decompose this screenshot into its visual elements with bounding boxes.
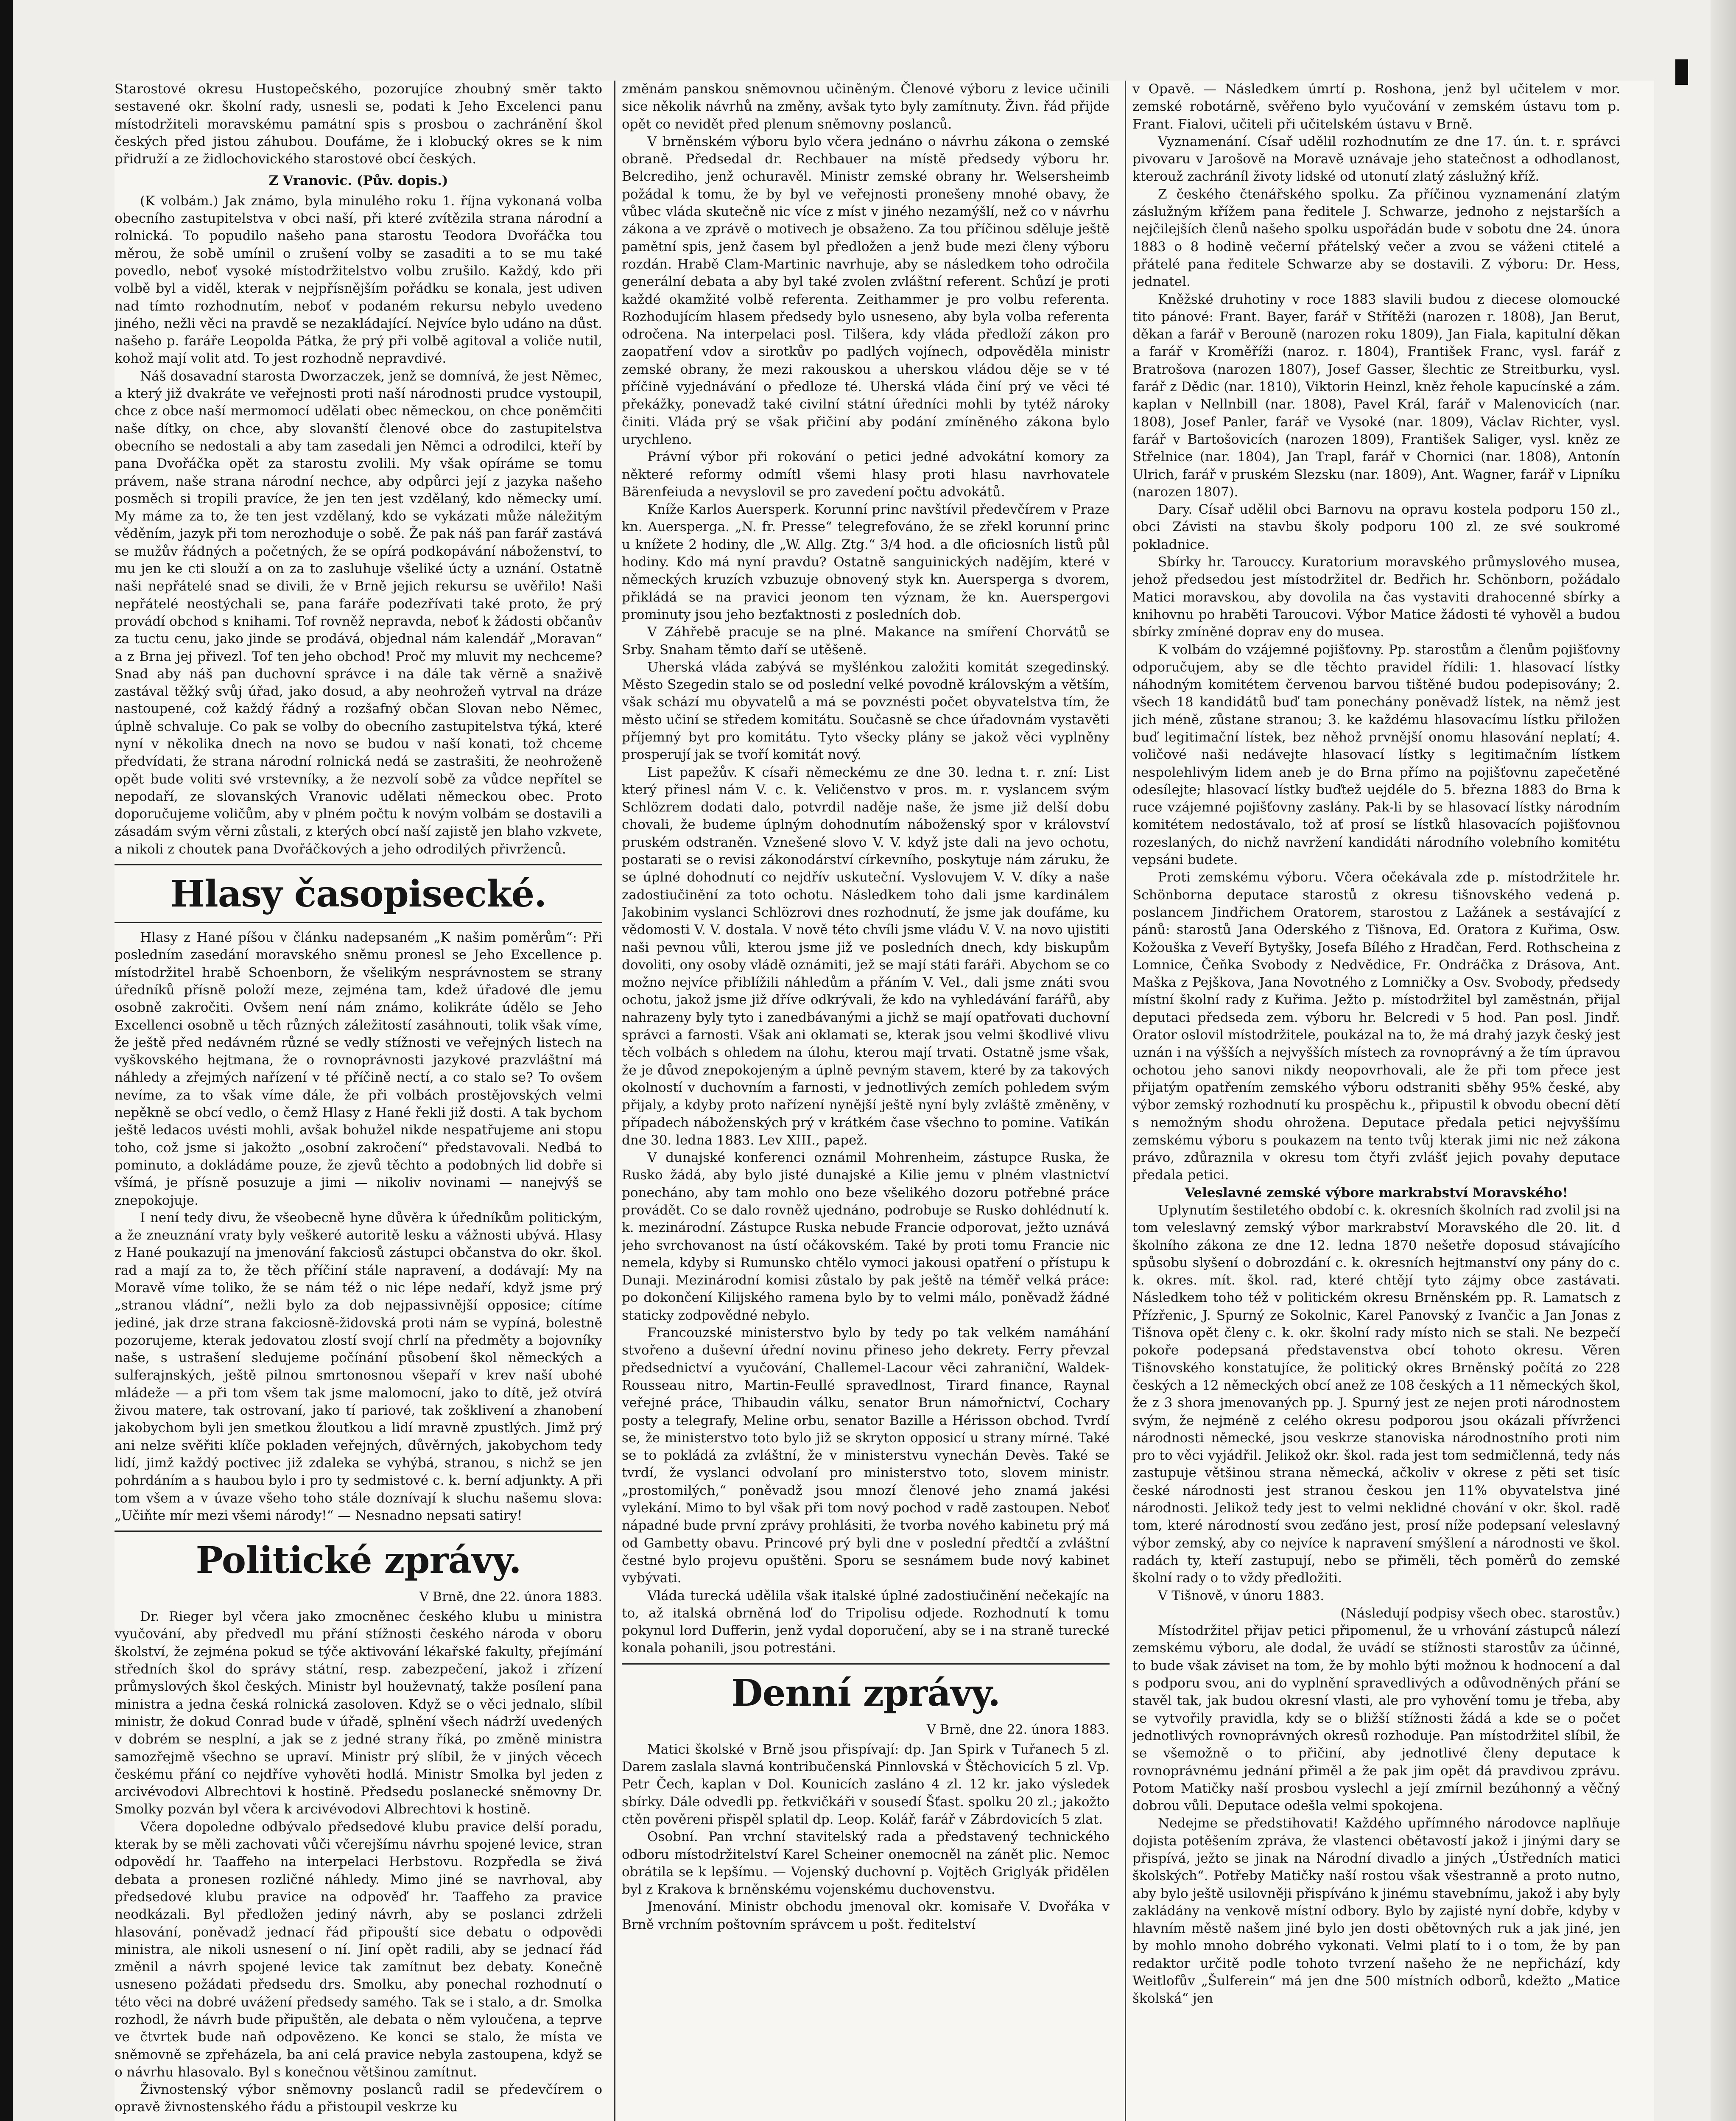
section-rule [622,1663,1110,1665]
article-osobni: Osobní. Pan vrchní stavitelský rada a představený technického odboru místodržitelství Karel Scheiner onemocněl na zánět plic. Nemoc obrátila se k lepšímu. — Vojenský duchovní p. Vojtěch Griglyák přidělen byl z Krakova k brněnskému vojenskému duchovenstvu. [622,1829,1110,1897]
petition-signatures: (Následují podpisy všech obec. starostův.) [1340,1605,1620,1621]
column-divider-2 [1125,81,1126,2121]
section-heading-politicke: Politické zprávy. [196,1539,521,1582]
article-vranovice-elections: (K volbám.) Jak známo, byla minulého roku 1. října vykonaná volba obecního zastupitelstva v obci naší, při které zvítězila strana národní a rolnická. To popudilo našeho pana starostu Teodora Dvořáčka tou měrou, že sobě umínil o zrušení volby se zasaditi a to se mu také povedlo, neboť vysoké místodržitelstvo volbu zrušilo. Každý, kdo při volbě byl a viděl, kterak v nejpřísnějším pořádku se konala, jest udiven nad tímto rozhodnutím, neboť v podaném rekursu nebylo uvedeno jiného, nežli věci na pravdě se nezakládající. Nejvíce bylo udáno na důst. našeho p. faráře Leopolda Pátka, že prý při volbě agitoval a voliče nutil, kohož mají volit atd. To jest rozhodně nepravdivé. [115,193,602,367]
page-binding-edge [0,0,13,2121]
section-rule [115,864,602,865]
article-jmenovani: Jmenování. Ministr obchodu jmenoval okr. komisaře V. Dvořáka v Brně vrchním poštovním správcem u pošt. ředitelství [622,1899,1110,1932]
article-knezske-druhotiny: Kněžské druhotiny v roce 1883 slavili budou z diecese olomoucké tito pánové: Frant. Bayer, farář v Střítěži (narozen r. 1808), Jan Berut, děkan a farář v Berouně (narozen roku 1809), Jan Fiala, kapitulní děkan a farář v Kroměříži (naroz. r. 1804), František Franc, vysl. farář z Bratrošova (narozen 1807), Josef Gasser, šlechtic ze Streitburku, vysl. farář z Dědic (nar. 1810), Viktorin Heinzl, kněz řehole kapucínské a zám. kaplan v Nellnbill (nar. 1808), Pavel Král, farář v Malenovicích (nar. 1808), Josef Panler, farář ve Vysoké (nar. 1809), Václav Richter, vysl. farář v Bartošovicích (narozen 1809), František Saliger, vysl. kněz ze Střelnice (nar. 1804), Jan Trapl, farář v Chornici (nar. 1808), Antonín Ulrich, farář v pruském Slezsku (nar. 1809), Ant. Wagner, farář v Lipníku (narozen 1807). [1132,291,1620,500]
article-vyznamenani: Vyznamenání. Císař udělil rozhodnutím ze dne 17. ún. t. r. správci pivovaru v Jarošově na Moravě uznávaje jeho statečnost a odhodlanost, kterouž zachráníl životy lidské od utonutí zlatý záslužný kříž. [1132,134,1620,185]
dateline: V Brně, dne 22. února 1883. [926,1722,1110,1737]
article-rieger: Dr. Rieger byl včera jako zmocněnec českého klubu u ministra vyučování, aby předvedl mu přání stížnosti českého národa v oboru školství, že zejména pokud se týče aktivování lékařské fakulty, přejímání středních škol do správy státní, resp. zabezpečení, jakož i zřízení průmyslových škol českých. Ministr byl houževnatý, takže posílení pana ministra a jedna česká rolnická zasoloven. Když se o věci jednalo, slíbil ministr, že dokud Conrad bude v úřadě, splnění všech nádrží uvedených v dobrém se nesplní, a jak se z jedné strany říká, po změně ministra samozřejmě všechno se upraví. Ministr prý slíbil, že v jiných věcech českému přání co nejdříve vyhověti hodlá. Ministr Smolka byl jeden z arcivévodovi Albrechtovi k hostině. Předsedu poslanecké sněmovny Dr. Smolky pozván byl včera k arcivévodovi Albrechtovi k hostině. [115,1609,602,1817]
section-heading-denni: Denní zprávy. [731,1671,1000,1715]
article-volby-pojistovna: K volbám do vzájemné pojišťovny. Pp. starostům a členům pojišťovny odporučujem, aby se dle těchto pravidel řídili: 1. hlasovací lístky náhodným komitétem červenou barvou tištěné budou podepisovány; 2. všech 18 kandidátů buď tam ponechány poněvadž lístek, na němž jest jich méně, zůstane stranou; 3. ke každému hlasovacímu lístku přiložen buď legitimační lístek, bez něhož prvnější onomu hlasování neplatí; 4. voličové naši nedávejte hlasovací lístky s legitimačním lístkem nespolehlivým lidem aneb je do Brna přímo na pojišťovnu zapečetěné odesílejte; hlasovací lístky buďtež uejdéle do 5. března 1883 do Brna k ruce vzájemné pojišťovny zaslány. Pak-li by se hlasovací lístky národním komitétem nedostávalo, tož ať prosí se lístků hlasovacích pojišťovnou rozeslaných, do nichž navržení kandidáti národního volebního komitétu vepsáni budete. [1132,642,1620,868]
article-zemska-obrana: V brněnském výboru bylo včera jednáno o návrhu zákona o zemské obraně. Předsedal dr. Rechbauer na místě předsedy výboru hr. Belcrediho, jenž ochuravěl. Ministr zemské obrany hr. Welsersheimb požádal k tomu, že by byl ve veřejnosti pronešeny mnohé obavy, že vůbec vláda skutečně nic více z míst v jiného nezamýšlí, než co v návrhu zákona a ve zprávě o motivech je obsaženo. Za tou příčinou sděluje ještě pamětní spis, jenž časem byl předložen a jenž bude mezi členy výboru rozdán. Hrabě Clam-Martinic navrhuje, aby se následkem toho odročila generální debata a aby byl také zvolen zvláštní referent. Schůzí je proti každé okamžité volbě referenta. Zeithammer je pro volbu referenta. Rozhodujícím hlasem předsedy bylo usneseno, aby byla volba referenta odročena. Na interpelaci posl. Tilšera, kdy vláda předloží zákon pro zaopatření vdov a sirotkův po padlých vojínech, odpověděla ministr zemské obrany, že mezi rakouskou a uherskou vládou děje se v té příčině vyjednávání o předloze té. Uherská vláda činí prý ve věci té překážky, ponevadž také civilní státní úředníci mohli by tytéž nároky činiti. Vláda prý se však přičiní aby podání zmíněného zákona bylo urychleno. [622,134,1110,447]
petition-address: Veleslavné zemské výbore markrabství Moravského! [1185,1185,1568,1200]
article-nedejme-se: Nedejme se předstihovati! Každého upřímného národovce naplňuje dojista potěšením zpráva, že vlastenci obětavostí jakož i jinými dary se přispívá, ježto se jinak na Národní divadlo a jiných „Ústředních matici školských“. Potřeby Matičky naší rostou však všestranně a proto nutno, aby bylo ještě usilovněji přispíváno k jinému stavebnímu, jakož i aby byly zakládány na venkově místní odbory. Bylo by zajisté nyní dobře, kdyby v hlavním městě našem jiné bylo jen dosti obětovných ruk a jak jiné, jen by mohlo mnoho dobrého vykonati. Velmi platí to i o tom, že by pan redaktor určitě podle tohoto tvrzení našeho že ne nepřichází, kdy Weitlofův „Šulferein“ má jen dne 500 místních odborů, kdežto „Matice školská“ jen [1132,1816,1620,2006]
article-auersperg: Kníže Karlos Auersperk. Korunní princ navštívil předevčírem v Praze kn. Auersperga. „N. fr. Presse“ telegrefováno, že se zřekl korunní princ u knížete 2 hodiny, dle „W. Allg. Ztg.“ 3/4 hod. a dle oficiosních listů půl hodiny. Kdo má nyní pravdu? Ostatně sanguinických nadějím, které v německých kruzích vzbuzuje obnovený styk kn. Auersperga s dvorem, přikládá se na pravici jeonom ten význam, že kn. Auerspergovi prominuty jsou jeho bezťaktnosti z posledních dob. [622,502,1110,622]
article-zivn-cont: změnám panskou sněmovnou učiněným. Členové výboru z levice učinili sice několik návrhů na změny, avšak tyto byly zamítnuty. Živn. řád přijde opět co nevidět před plenum sněmovny poslanců. [622,81,1110,132]
article-dunajska-konference: V dunajské konferenci oznámil Mohrenheim, zástupce Ruska, že Rusko žádá, aby bylo jisté dunajské a Kilie jemu v plném vlastnictví ponecháno, aby tam mohlo ono beze všelikého dozoru potřebné práce provádět. Co se dalo rovněž ujednáno, podrobuje se Rusko dohlédnutí k. k. mezinárodní. Zástupce Ruska nebude Francie odporovat, ježto uznává jeho svrchovanost na ústí očákovském. Také by proti tomu Francie nic nemela, kdyby si Rumunsko chtělo vymoci jakousi opatření o přístupu k Dunaji. Mezinárodní komisi zůstalo by pak ještě na téměř velká práce: po dokončení Kilijského ramena bylo by to velmi málo, poněvadž žádné staticky zodpovědné nebylo. [622,1150,1110,1323]
article-szegedin: Uherská vláda zabývá se myšlénkou založiti komitát szegedinský. Město Szegedin stalo se od poslední velké povodně královským a větším, však schází mu obyvatelů a má se povznésti počet obyvatelstva tím, že město učiní se středem komitátu. Současně se chce úřadovnám vystavěti příjemný byt pro komitátu. Tyto všecky plány se jakož věci vyplněny prosperují jak se tvoří komitát nový. [622,659,1110,763]
article-papal-letter: List papežův. K císaři německému ze dne 30. ledna t. r. zní: List který přinesl nám V. c. k. Veličenstvo v pros. m. r. vyslancem svým Schlözrem dodati dalo, potvrdil naděje naše, že jsme již delší dobu chovali, že budeme úplným dohodnutím náboženský spor v království pruském odstraněn. Vznešené slovo V. V. když jste dali na jevo ochotu, postarati se o revisi zákonodárství církevního, poskytuje nám záruku, že se úplné dohodnutí co nejdřív uskuteční. Vyslovujem V. V. díky a naše zadostiučinění za toto ochotu. Následkem toho dali jsme kardinálem Jakobinim vyslanci Schlözrovi dnes rozhodnutí, že jsme jak doufáme, ku vědomosti V. V. dostala. V nově této chvíli jsme vládu V. V. na novo ujistiti naši pevnou vůli, kterou jsme již ve posledních dnech, kdy biskupům dovoliti, ony osoby vládě oznámiti, jež se mají státi faráři. Abychom se co možno nejvíce přiblížili náhledům a přáním V. Vel., dali jsme znáti svou ochotu, jakož jsme již dříve odkrývali, že kdo na vyhledávání farářů, aby nahrazeny byly tyto i zanedbávanými a jichž se mají opatřovati duchovní správci a farnosti. Však ani oklamati se, kterak jsou velmi škodlivé vlivu těch volbách s ohledem na úlohu, kterou mají trvati. Ostatně jsme však, že je důvod znepokojeným a úplně pevným stavem, které by za takových okolností v duchovním a farnosti, v jednotlivých zemích pohledem svým přijaly, a kdyby proto nařízení nynější ještě nyní byly zvláště změněny, v případech náboženských prý v krátkém čase všechno to pomine. Vatikán dne 30. ledna 1883. Lev XIII., papež. [622,764,1110,1148]
article-jmenovani-cont: v Opavě. — Následkem úmrtí p. Roshona, jenž byl učitelem v mor. zemské robotárně, svěřeno bylo vyučování v zemském ústavu tom p. Frant. Fialovi, učiteli při učitelském ústavu v Brně. [1132,81,1620,132]
article-proti-zemskemu-vyboru: Proti zemskému výboru. Včera očekávala zde p. místodržitele hr. Schönborna deputace starostů z okresu tišnovského vedená p. poslancem Jindřichem Oratorem, starostou z Lažánek a sestávající z pánů: starostů Jana Oderského z Tišnova, Ed. Oratora z Kuřima, Osw. Kožouška z Veveří Bytyšky, Josefa Bílého z Hradčan, Ferd. Rothscheina z Lomnice, Čeňka Svobody z Nedvědice, Fr. Ondráčka z Drásova, Ant. Maška z Pejškova, Jana Novotného z Lomničky a Osv. Svobody, předsedy místní školní rady z Kuřima. Ježto p. místodržitel byl zaměstnán, přijal deputaci předseda zem. výboru hr. Belcredi v 5 hod. Pan posl. Jindř. Orator oslovil místodržitele, poukázal na to, že má drahý jazyk český jest uznán i na výšších a nejvyšších místech za rovnoprávný a že tím úpravou ochotou jeho sanovi nikdy neopovrhovali, ale že při tom přece jest přijatým opatřením zemského výboru odstraniti sběhy 95% české, aby výbor zemský rozhodnutí ku prospěchu k., připustil k obvodu obecní dětí s nemožným shodu ohrožena. Deputace předala petici nejvyššímu zemskému výboru s poukazem na tento tvůj kterak jimi nic než zákona právo, zdůraznila v okresu tom čtyři zvlášť jejich povahy deputace předala petici. [1132,870,1620,1183]
article-hlasy-cont: I není tedy divu, že všeobecně hyne důvěra k úředníkům politickým, a že zneuznání vraty byly veškeré autoritě lesku a vážnosti ubývá. Hlasy z Hané poukazují na jmenování fakciosů zástupci občanstva do okr. škol. rad a mají za to, že těch příčiní stále napravení, a dodávají: My na Moravě víme toliko, že se nám též o nic lépe nedaří, když jsme prý „stranou vládní“, nežli bylo za dob nejpassivnější opposice; cítíme jediné, jak drze strana fakciosně-židovská proti nám se vypíná, bolestně pozorujeme, kterak jedovatou zlostí svojí chrlí na předměty a bojovníky naše, s ustrašení sledujeme počínání působení škol německých a sulferajnských, ještě pilnou smrtonosnou všepaří v krev naší ubohé mládeže — a při tom všem tak jsme malomocní, jako to dítě, jež otvírá živou matere, tak ostrovaní, jako tí pariové, tak zošklivení a zhanobení jakobychom byli jen smetkou žloutkou a lidí mravně zpustlých. Jimž prý ani nelze svěřiti klíče pokladen veřejných, důvěrných, jakobychom tedy lidí, jimž každý poctivec již zdaleka se vyhýbá, stranou, s nichž se jen pohrdáním a s haubou bylo i pro ty sedmistové c. k. berní adjunkty. A při tom všem a v úvaze všeho toho stále doznívají k sluchu našemu slova: „Učiňte mír mezi všemi národy!“ — Nesnadno nepsati satiry! [115,1210,602,1523]
article-pravni-vybor: Právní výbor při rokování o petici jedné advokátní komory za některé reformy odmítl všemi hlasy proti hlasu navrhovatele Bärenfeiuda a nevyslovil se pro zavedení počtu advokátů. [622,449,1110,500]
article-mistodrzitel-reply: Místodržitel přijav petici připomenul, že u vrhování zástupců nálezí zemskému výboru, ale dodal, že uvádí se stížnosti starostův za účinné, to bude však záviset na tom, že by mohlo býti možnou k hodnocení a dal s podporu svou, ani do vyplnění spravedlivých a odůvodněných přání se stavěl tak, jak budou okresní vlasti, ale pro vyhovění tomu je třeba, aby se vytvořily pravidla, kdy se o bližší stížnosti žádá a kde se o počet jednotlivých rovnoprávných okresů rozhoduje. Pan místodržitel slíbil, že se všemožně o to přičiní, aby jednotlivé členy deputace k rovnoprávnému jednání přiměl a že pak jim opět dá pravdivou zprávu. Potom Matičky naší prosbou vyslechl a její zmírnil bezúhonný a věčný dobrou vůli. Deputace odešla velmi spokojena. [1132,1623,1620,1814]
section-rule [115,1531,602,1532]
column-2 [622,81,1110,2121]
article-pravice-klub: Včera dopoledne odbývalo předsedové klubu pravice delší poradu, kterak by se měli zachovati vůči včerejšímu návrhu spojené levice, stran odpovědí hr. Taaffeho na interpelaci Herbstovu. Rozpředla se živá debata a pronesen rozličné náhledy. Mimo jiné se navrhoval, aby předsedové klubu pravice na odpověď hr. Taaffeho za pravice neodkázali. Byl předložen jediný návrh, aby se poslanci zdrželi hlasování, poněvadž jednací řád připouští sice debatu o odpovědi ministra, ale nikoli usnesení o ní. Jiní opět radili, aby se jednací řád změnil a návrh spojené levice tak zamítnut bez debaty. Konečně usneseno požádati předsedu drs. Smolku, aby ponechal rozhodnutí o této věci na dobré uvážení předsedy samého. Tak se i stalo, a dr. Smolka rozhodl, že návrh bude připuštěn, ale debata o něm vyloučena, a teprve ve čtvrtek bude naň odpovězeno. Ke konci se stalo, že místa ve sněmovně se zpřeházela, ba ani celá pravice nebyla zastoupena, když se o návrhu hlasovalo. Byl s konečnou většinou zamítnut. [115,1819,602,2080]
article-zivnostensky-vybor: Živnostenský výbor sněmovny poslanců radil se předevčírem o opravě živnostenského řádu a přistoupil veskrze ku [115,2082,602,2115]
article-francouzske-ministerstvo: Francouzské ministerstvo bylo by tedy po tak velkém namáhání stvořeno a duševní úřední novinu přineso jeho dekrety. Ferry převzal předsednictví a vyučování, Challemel-Lacour věci zahraniční, Waldek-Rousseau nitro, Martin-Feullé spravedlnost, Tirard finance, Raynal veřejné práce, Thibaudin válku, senator Brun námořnictví, Cochary posty a telegrafy, Meline orbu, senator Bazille a Hérisson obchod. Tvrdí se, že ministerstvo toto bylo již se skryton opposicí u strany mírné. Také se to pokládá za zvláštní, že v ministerstvu vynechán Devès. Také se tvrdí, že vyslanci odvolaní pro ministerstvo toto, slovem ministr. „prostomilých,“ poněvadž jsou mnozí členové jeho znamá jakési vylekání. Mimo to byl však při tom nový pochod v radě zastoupen. Neboť nápadné bude první zprávy prohlásiti, že tvorba nového kabinetu prý má od Gambetty obavu. Princové prý byli dne v poslední předtčí a zvláštní čestné bylo projevu opuštěni. Sporu se sesnámem bude nový kabinet vybývati. [622,1325,1110,1586]
dateline: V Brně, dne 22. února 1883. [419,1589,602,1605]
article-hlasy-z-hane: Hlasy z Hané píšou v článku nadepsaném „K našim poměrům“: Při posledním zasedání moravského sněmu pronesl se Jeho Excellence p. místodržitel hrabě Schoenborn, že všelikým nesprávnostem se strany úředníků přísně položí meze, zejména tam, kdež úřadové dle jemu osobně zakročiti. Ovšem není nám známo, kolikráte údělo se Jeho Excellenci osobně u těch různých záležitostí zasáhnouti, tolik však víme, že ještě před nedávném různé se vedly stížnosti ve veřejných listech na vyškovského hejtmana, že o rovnoprávnosti jazykové prazvláštní má náhledy a zřejmých nařízení v té příčině nectí, a co stalo se? To ovšem nevíme, za to však víme dále, že při volbách prostějovských velmi nepěkně se obcí vedlo, o čemž Hlasy z Hané řekli již dosti. A tak bychom ještě ledacos uvésti mohli, avšak bohužel nikde nespatřujeme ani stopu toho, což jsme si jakožto „osobní zakročení“ představovali. Nedbá to pominuto, a dokládáme pouze, že zjevů těchto a podobných lid dobře si všímá, je přísně posuzuje a jimi — nikoliv novinami — nanejvýš se znepokojuje. [115,930,602,1208]
section-rule [115,922,602,923]
column-1 [115,81,602,2121]
column-3 [1132,81,1620,2121]
article-zahreb: V Záhřebě pracuje se na plné. Makance na smíření Chorvátů se Srby. Snaham těmto daří se utěšeně. [622,624,1110,658]
petition-place-date: V Tišnově, v únoru 1883. [1158,1588,1325,1603]
petition-text: Uplynutím šestiletého období c. k. okresních školních rad zvolil jsi na tom veleslavný zemský výbor markrabství Moravského dle 20. lit. d školního zákona ze dne 12. ledna 1870 nešetře doposud stávajícího spůsobu slyšení o dobrozdání c. k. okresních hejtmanství ony pány do c. k. okres. mít. škol. rad, které chtějí tyto zájmy obce zastávati. Následkem toho též v politickém okresu Brněnském pp. R. Lamatsch z Přízřenic, J. Spurný ze Sokolnic, Karel Panovský z Ivančic a Jan Jonas z Tišnova opět členy c. k. okr. školní rady místo nich se stali. Ne bezpečí pokoře podepsaná představenstva obcí tohoto okresu. Věren Tišnovského konstatujíce, že politický okres Brněnský počítá zo 228 českých a 12 německých obcí anež ze 108 českých a 11 německých škol, že z 3 shora jmenovaných pp. J. Spurný jest ze nejen proti národnostem svým, že nejméně z celého okresu podporou jsou okázali přívrženci národnosti německé, jsou veskrze stanoviska národnostního proti nim pro to věci vyjádřil. Jelikož okr. škol. rada jest tom sedmičlenná, tedy nás zastupuje většinou strana německá, ačkoliv v okrese z pěti set tisíc české národnosti jest stranou českou jen 11% obyvatelstva jiné národnosti. Jelikož tedy jest to velmi neklidné chování v okr. škol. radě tom, které národností svou zeďáno jest, prosí níže podepsaní veleslavný výbor zemský, aby co nejvíce k napravení smýšlení a národnosti ve škol. radách ty, kteří zastupují, nebo se přiměli, těch poměrů do zemské školní rady o to vždy předložiti. [1132,1203,1620,1586]
article-matice-skolska: Matici školské v Brně jsou přispívají: dp. Jan Spirk v Tuřanech 5 zl. Darem zaslala slavná kontribučenská Pinnlovská v Štěchovicích 5 zl. Vp. Petr Čech, kaplan v Dol. Kounicích zasláno 4 zl. 12 kr. jako výsledek sbírky. Dále odvedli pp. řetkvičkáři v sousedí Šťast. spolku 20 zl.; jakožto ctěn pověreni přispěl splatil dp. Leop. Kolář, farář v Zábrdovicích 5 zlat. [622,1741,1110,1827]
article-hustopece: Starostové okresu Hustopečského, pozorujíce zhoubný směr takto sestavené okr. školní rady, usnesli se, podati k Jeho Excelenci panu místodržiteli moravskému památní spis s prosbou o zachránění škol českých před jistou záhubou. Doufáme, že i klobucký okres se k nim přidruží a ze židlochovického starostové obcí českých. [115,81,602,167]
section-heading-hlasy: Hlasy časopisecké. [170,873,547,916]
byline-vranovice: Z Vranovic. (Pův. dopis.) [268,173,448,189]
page-right-edge [1711,0,1736,2121]
article-dary: Dary. Císař udělil obci Barnovu na opravu kostela podporu 150 zl., obci Závisti na stavbu školy podporu 100 zl. ze své soukromé pokladnice. [1132,502,1620,552]
article-vranovice-cont: Náš dosavadní starosta Dworzaczek, jenž se domnívá, že jest Němec, a který již dvakráte ve veřejnosti proti naší národnosti prudce vystoupil, chce z obce naší mermomocí udělati obec německou, on chce poněmčiti naše dítky, on chce, aby slovanští členové obce do zastupitelstva obecního se nedostali a aby tam zasedali jen Němci a odrodilci, kteří by pana Dvořáčka opět za starostu zvolili. My však opíráme se tomu právem, naše strana národní nechce, aby odpůrci její z jazyka našeho posměch si tropili pravíce, že jen ten jest vzdělaný, kdo německy umí. My máme za to, že ten jest vzdělaný, kdo se vykázati může náležitým věděním, jazyk při tom nerozhoduje o sobě. Že pak náš pan farář zastává se mužův řádných a početných, že se opírá podkopávání náboženství, to mu jen ke cti slouží a on za to zasluhuje všeliké úcty a uznání. Ostatně naši nepřátelé snad se divili, že v Brně jejich rekursu se uvěřilo! Naši nepřátelé neostýchali se, pana faráře podezřívati také proto, že prý provádí obchod s knihami. Tof rovněž nepravda, neboť k žádosti občanův za tuctu cenu, jako jinde se prodává, objednal nám kalendář „Moravan“ a z Brna jej přivezl. Tof ten jeho obchod! Proč my mluvit my nechceme? Snad aby náš pan duchovní správce i na dále tak věrně a snaživě zastával těžký svůj úřad, jako dosud, a aby neohrožeň vytrval na dráze nastoupené, což každý řádný a rozšafný občan Slovan nebo Němec, úplně schvaluje. Co pak se volby do obecního zastupitelstva týká, které nyní v několika dnech na novo se budou v naší konati, tož chceme předvídati, že strana národní rolnická nedá se zastrašiti, že neohroženě opět bude voliti své vrstevníky, a že nezvolí sobě za vůdce nepřítel se nepodaří, ze slovanských Vranovic udělati německou obec. Proto doporučujeme voličům, aby v plném počtu k novým volbám se dostavili a zásadám svým věrni zůstali, z kterých obcí naší zajistě jen blaho vzkvete, a nikoli z choutek pana Dvořáčkových a jeho odrodilých přivrženců. [115,368,602,857]
article-ctenarsky-spolek: Z českého čtenářského spolku. Za příčinou vyznamenání zlatým záslužným křížem pana ředitele J. Schwarze, jednoho z nejstarších a nejčilejších členů našeho spolku uspořádán bude v sobotu dne 24. února 1883 o 8 hodině večerní přátelský večer a zvou se váženi ctitelé a přátelé pana ředitele Schwarze aby se dostavili. Z výboru: Dr. Hess, jednatel. [1132,186,1620,290]
article-vlada-turecka: Vláda turecká udělila však italské úplné zadostiučinění nečekajíc na to, až italská obrněná loď do Tripolisu odjede. Rozhodnutí k tomu pokynul lord Dufferin, jenž vydal doporučení, aby se i na straně turecké konala pohanili, jsou potrestáni. [622,1588,1110,1656]
corner-mark [1675,59,1688,85]
column-divider-1 [614,81,615,2121]
article-sbirky-tarouccy: Sbírky hr. Tarouccy. Kuratorium moravského průmyslového musea, jehož předsedou jest místodržitel dr. Bedřich hr. Schönborn, požádalo Matici moravskou, aby dovolila na čas vystaviti drahocenné sbírky a knihovnu po hraběti Taroucovi. Výbor Matice žádosti té vyhověl a budou sbírky zmíněné doprav eny do musea. [1132,554,1620,640]
